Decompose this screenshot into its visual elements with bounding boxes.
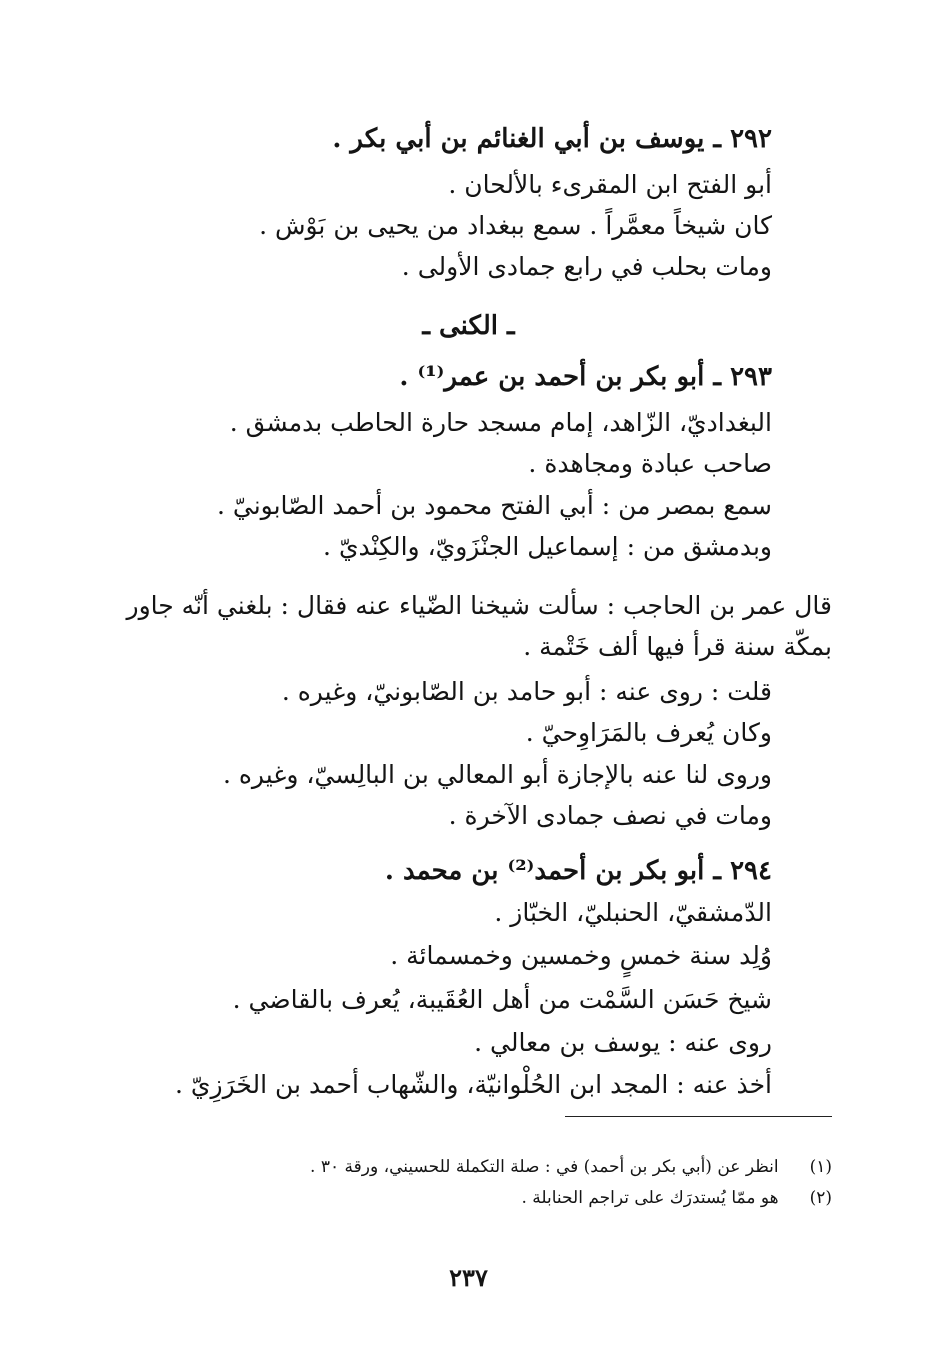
entry-293-line: صاحب عبادة ومجاهدة . <box>528 449 772 478</box>
entry-292-line: ومات بحلب في رابع جمادى الأولى . <box>401 252 772 281</box>
footnote-number: (٢) <box>809 1188 832 1208</box>
footnote-number: (١) <box>809 1157 832 1177</box>
entry-294-line: شيخ حَسَن السَّمْت من أهل العُقَيبة، يُعرف بالقاضي . <box>232 985 772 1014</box>
entry-294-line: وُلِد سنة خمسٍ وخمسين وخمسمائة . <box>390 941 772 970</box>
entry-293-line: وبدمشق من : إسماعيل الجنْزَويّ، والكِنْديّ . <box>323 532 772 561</box>
entry-293-line: وكان يُعرف بالمَرَاوِحيّ . <box>525 718 772 747</box>
entry-293-line: البغداديّ، الزّاهد، إمام مسجد حارة الحاطب بدمشق . <box>229 408 772 437</box>
entry-293-quote-line: قال عمر بن الحاجب : سألت شيخنا الضّياء عنه فقال : بلغني أنّه جاور <box>126 591 832 620</box>
entry-294-line: روى عنه : يوسف بن معالي . <box>474 1028 772 1057</box>
entry-293-heading: ٢٩٣ ـ أبو بكر بن أحمد بن عمر⁽¹⁾ . <box>399 362 772 392</box>
footnote <box>521 1186 832 1210</box>
entry-294-line: الدّمشقيّ، الحنبليّ، الخبّاز . <box>494 898 772 927</box>
entry-292-line: أبو الفتح ابن المقرىء بالألحان . <box>448 170 772 199</box>
entry-293-line: ومات في نصف جمادى الآخرة . <box>448 801 772 830</box>
footnote-divider <box>565 1116 832 1117</box>
footnote-text: هو ممّا يُستدرَك على تراجم الحنابلة . <box>521 1188 779 1208</box>
entry-292-line: كان شيخاً معمَّراً . سمع ببغداد من يحيى بن بَوْش . <box>259 211 772 240</box>
footnote-text: انظر عن (أبي بكر بن أحمد) في : صلة التكملة للحسيني، ورقة ٣٠ . <box>310 1157 779 1177</box>
entry-293-quote-line: بمكّة سنة قرأ فيها ألف خَتْمة . <box>523 632 832 661</box>
entry-293-line: سمع بمصر من : أبي الفتح محمود بن أحمد الصّابونيّ . <box>216 491 772 520</box>
entry-292-heading: ٢٩٢ ـ يوسف بن أبي الغنائم بن أبي بكر . <box>332 124 772 154</box>
entry-294-heading: ٢٩٤ ـ أبو بكر بن أحمد⁽²⁾ بن محمد . <box>384 856 772 886</box>
page-number: ٢٣٧ <box>449 1263 488 1292</box>
footnote <box>310 1155 832 1179</box>
entry-293-line: وروى لنا عنه بالإجازة أبو المعالي بن البالِسيّ، وغيره . <box>222 760 772 789</box>
entry-293-line: قلت : روى عنه : أبو حامد بن الصّابونيّ، وغيره . <box>281 677 772 706</box>
entry-294-line: أخذ عنه : المجد ابن الحُلْوانيّة، والشّهاب أحمد بن الخَرَزِيّ . <box>175 1070 772 1099</box>
section-title: ـ الكنى ـ <box>422 311 515 341</box>
